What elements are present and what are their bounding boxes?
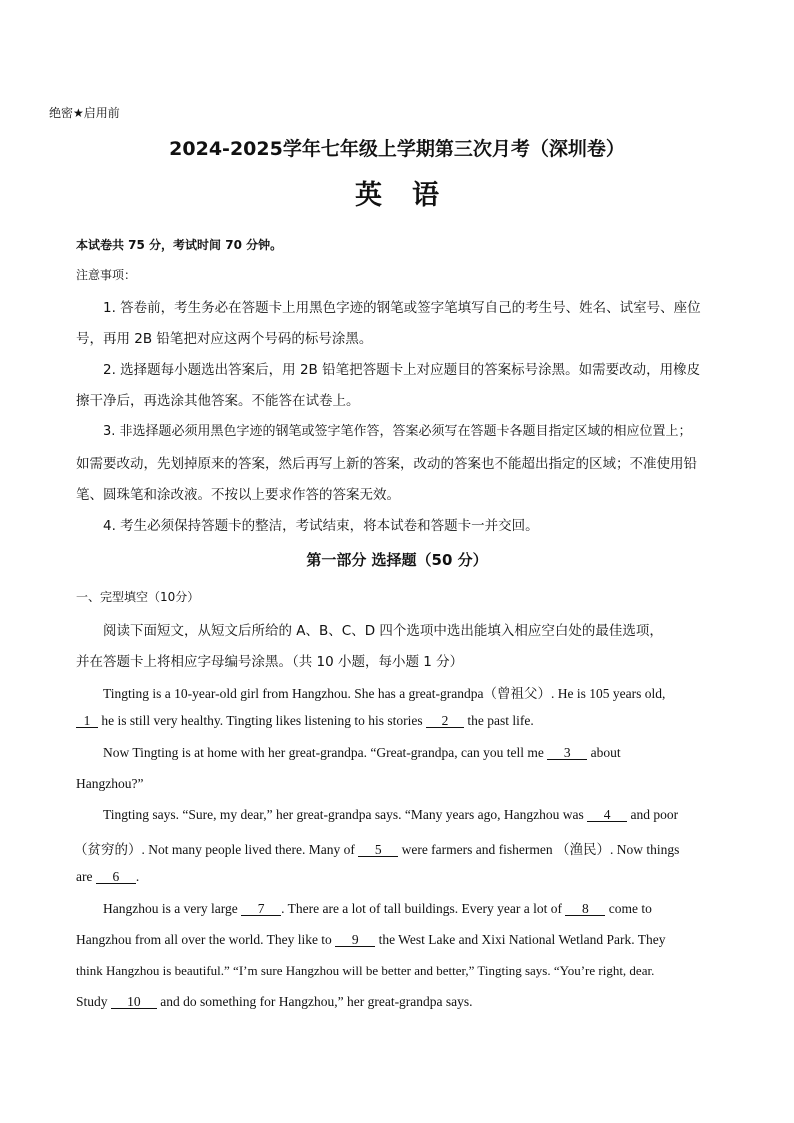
passage-text: think Hangzhou is beautiful.” “I’m sure Hangzhou will be better and better,” Tingting says. “You’re right, dear. — [76, 963, 655, 978]
blank-6: 6 — [96, 870, 136, 884]
passage-text: and do something for Hangzhou,” her great-grandpa says. — [156, 994, 473, 1009]
note-line: 如需要改动，先划掉原来的答案，然后再写上新的答案，改动的答案也不能超出指定的区域；不准使用铅 — [76, 456, 697, 472]
passage-text: Hangzhou is a very large — [103, 901, 242, 916]
note-line: 4. 考生必须保持答题卡的整洁，考试结束，将本试卷和答题卡一并交回。 — [103, 518, 539, 534]
passage-line — [76, 713, 534, 729]
blank-4: 4 — [587, 808, 627, 822]
passage-text: Now Tingting is at home with her great-grandpa. “Great-grandpa, can you tell me — [103, 745, 548, 760]
passage-line — [76, 869, 139, 885]
blank-7: 7 — [241, 902, 281, 916]
passage-line — [74, 838, 679, 858]
note-line: 3. 非选择题必须用黑色字迹的钢笔或签字笔作答，答案必须写在答题卡各题目指定区域的相应位置上； — [103, 424, 692, 439]
blank-1: 1 — [76, 714, 98, 728]
note-line: 号，再用 2B 铅笔把对应这两个号码的标号涂黑。 — [76, 331, 373, 347]
blank-5: 5 — [358, 843, 398, 857]
confidential-label: 绝密★启用前 — [49, 106, 120, 120]
blank-10: 10 — [111, 995, 157, 1009]
notice-label: 注意事项： — [76, 268, 137, 282]
blank-8: 8 — [565, 902, 605, 916]
passage-line — [103, 682, 665, 702]
note-line: 2. 选择题每小题选出答案后，用 2B 铅笔把答题卡上对应题目的答案标号涂黑。如需要改动，用橡皮 — [103, 362, 701, 378]
passage-text: the West Lake and Xixi National Wetland Park. They — [375, 932, 666, 947]
passage-text: . There are a lot of tall buildings. Every year a lot of — [281, 901, 566, 916]
passage-line — [76, 994, 473, 1010]
passage-line — [103, 807, 678, 823]
exam-title: 2024-2025学年七年级上学期第三次月考（深圳卷） — [169, 138, 625, 160]
subject-title: 英语 — [355, 180, 469, 211]
passage-line — [103, 745, 621, 761]
blank-3: 3 — [547, 746, 587, 760]
blank-9: 9 — [335, 933, 375, 947]
note-line: 擦干净后，再选涂其他答案。不能答在试卷上。 — [76, 393, 360, 409]
passage-text: and poor — [627, 807, 679, 822]
passage-line — [76, 776, 143, 792]
passage-text: Tingting is a 10-year-old girl from Hangzhou. She has a great-grandpa（曾祖父）. He is 105 years old, — [103, 686, 666, 701]
passage-text: were farmers and fishermen （渔民）. Now things — [398, 842, 680, 857]
passage-text: the past life. — [464, 713, 534, 728]
passage-text: （贫穷的）. Not many people lived there. Many of — [74, 842, 359, 857]
passage-text: Hangzhou?” — [76, 776, 144, 791]
exam-info: 本试卷共 75 分，考试时间 70 分钟。 — [76, 238, 283, 252]
instruction-line: 并在答题卡上将相应字母编号涂黑。（共 10 小题，每小题 1 分） — [76, 654, 464, 670]
blank-2: 2 — [426, 714, 464, 728]
passage-text: about — [587, 745, 621, 760]
note-line: 1. 答卷前，考生务必在答题卡上用黑色字迹的钢笔或签字笔填写自己的考生号、姓名、试室号、座位 — [103, 300, 701, 316]
passage-text: Hangzhou from all over the world. They like to — [76, 932, 336, 947]
passage-text: Study — [76, 994, 111, 1009]
passage-text: are — [76, 869, 96, 884]
passage-line — [103, 901, 652, 917]
passage-text: he is still very healthy. Tingting likes listening to his stories — [98, 713, 427, 728]
passage-text: Tingting says. “Sure, my dear,” her great-grandpa says. “Many years ago, Hangzhou was — [103, 807, 588, 822]
passage-line — [76, 963, 654, 979]
note-line: 笔、圆珠笔和涂改液。不按以上要求作答的答案无效。 — [76, 487, 400, 503]
part-heading: 第一部分 选择题（50 分） — [306, 551, 488, 569]
instruction-line: 阅读下面短文，从短文后所给的 A、B、C、D 四个选项中选出能填入相应空白处的最佳选项， — [103, 623, 663, 639]
section-label: 一、完型填空（10分） — [76, 590, 200, 604]
passage-line — [76, 932, 665, 948]
passage-text: . — [135, 869, 140, 884]
passage-text: come to — [605, 901, 652, 916]
